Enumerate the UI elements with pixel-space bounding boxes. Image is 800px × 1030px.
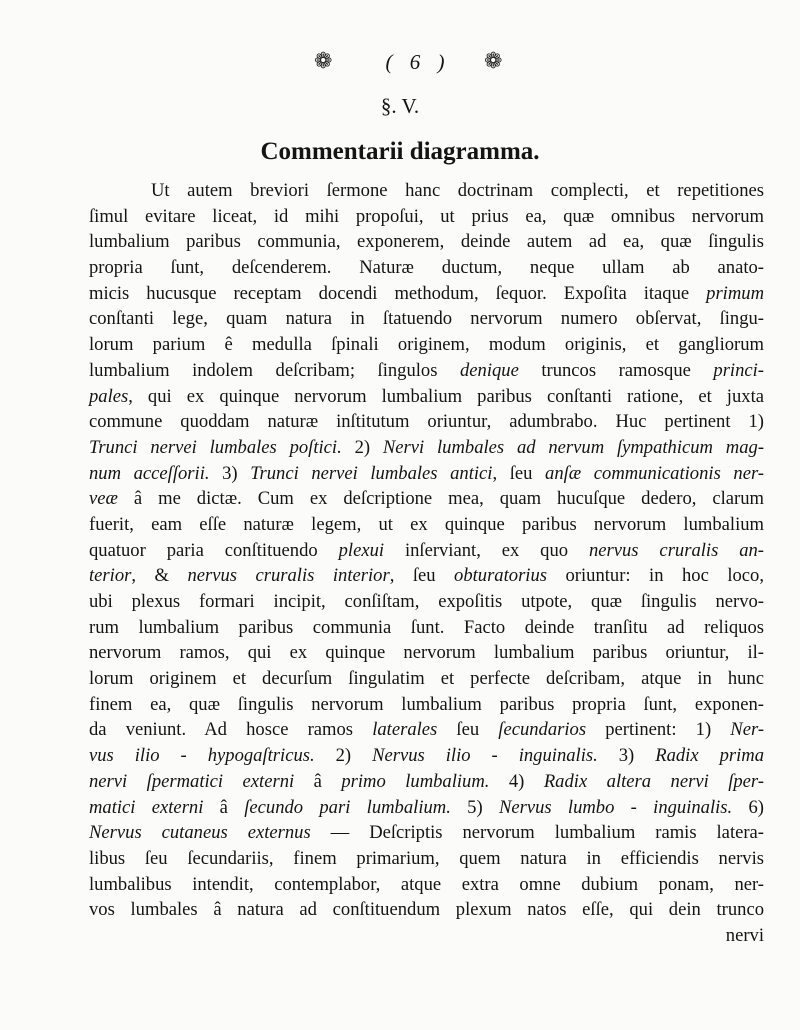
italic-text: Radix altera nervi ſper-: [543, 770, 764, 792]
text-line: [89, 872, 764, 898]
text-segment: Ut autem breviori ſermone hanc doctrinam complecti, et repetitiones: [151, 180, 764, 201]
text-line: [89, 178, 764, 204]
text-line: [89, 666, 764, 692]
italic-text: obturatorius: [454, 565, 548, 587]
italic-text: primo lumbalium.: [341, 770, 490, 792]
italic-text: primum: [706, 282, 764, 304]
text-segment: 3): [597, 745, 656, 767]
catchword: nervi: [725, 924, 764, 946]
text-line: [89, 743, 764, 769]
text-line: [89, 461, 764, 487]
flower-ornament-icon: ❁: [314, 49, 333, 74]
text-segment: inſerviant, ex quo: [384, 539, 589, 561]
italic-text: Trunci nervei lumbales poſtici.: [89, 436, 342, 458]
text-segment: ſeu: [437, 719, 499, 741]
text-segment: lorum originem et decurſum ſingulatim et perfecte deſcribam, atque in hunc: [89, 668, 764, 690]
text-line: [89, 306, 764, 332]
text-segment: nervorum ramos, qui ex quinque nervorum lumbalium paribus oriuntur, il-: [89, 642, 764, 664]
italic-text: ſecundo pari lumbalium.: [244, 796, 451, 818]
italic-text: Nervus lumbo - inguinalis.: [498, 796, 733, 818]
italic-text: anſæ communicationis ner-: [545, 462, 764, 484]
text-line: [89, 409, 764, 435]
text-line: [89, 229, 764, 255]
flower-ornament-icon: ❁: [484, 49, 503, 74]
italic-text: Ner-: [730, 719, 765, 741]
text-segment: vos lumbales â natura ad conſtituendum plexum natos eſſe, qui dein trunco: [89, 899, 764, 921]
text-segment: , &: [131, 565, 188, 587]
text-segment: conſtanti lege, quam natura in ſtatuendo nervorum numero obſervat, ſingu-: [89, 308, 764, 330]
text-line: [89, 384, 764, 410]
text-segment: ubi plexus formari incipit, conſiſtam, expoſitis utpote, quæ ſingulis nervo-: [89, 591, 764, 612]
text-line: [89, 358, 764, 384]
text-line: [89, 281, 764, 307]
text-segment: â me dictæ. Cum ex deſcriptione mea, quam hucuſque dedero, clarum: [117, 488, 764, 510]
text-line: [89, 795, 764, 821]
italic-text: Nervus cutaneus externus: [89, 822, 311, 844]
page-number: ( 6 ): [385, 50, 451, 74]
text-line: [89, 538, 764, 564]
text-segment: 2): [341, 436, 383, 458]
text-segment: , ſeu: [492, 462, 546, 484]
italic-text: nervus cruralis interior: [187, 565, 390, 587]
italic-text: Nervus ilio - inguinalis.: [372, 745, 598, 767]
italic-text: veæ: [89, 488, 118, 510]
text-segment: â: [203, 796, 245, 818]
text-line: [89, 615, 764, 641]
text-segment: , ſeu: [389, 565, 455, 587]
text-line: [89, 640, 764, 666]
text-segment: pertinent: 1): [586, 719, 731, 741]
page-header: [0, 48, 800, 78]
text-segment: 6): [732, 796, 764, 818]
text-segment: finem ea, quæ ſingulis nervorum lumbalium paribus propria ſunt, exponen-: [89, 693, 764, 715]
text-line: [89, 204, 764, 230]
text-segment: commune quoddam naturæ inſtitutum oriuntur, adumbrabo. Huc pertinent 1): [89, 411, 764, 433]
text-line: [89, 846, 764, 872]
text-segment: da veniunt. Ad hosce ramos: [89, 719, 373, 741]
italic-text: Trunci nervei lumbales antici: [250, 462, 493, 484]
text-line: [89, 255, 764, 281]
italic-text: num acceſſorii.: [89, 462, 210, 484]
text-segment: ſimul evitare liceat, id mihi propoſui, ut prius ea, quæ omnibus nervorum: [89, 205, 764, 227]
text-line: [89, 769, 764, 795]
text-segment: 2): [314, 745, 373, 767]
text-line: [89, 512, 764, 538]
italic-text: nervi ſpermatici externi: [89, 770, 295, 792]
text-line: [89, 820, 764, 846]
text-line: [89, 332, 764, 358]
text-segment: â: [294, 770, 342, 792]
text-segment: quatuor paria conſtituendo: [89, 539, 339, 561]
text-segment: truncos ramosque: [518, 359, 714, 381]
text-segment: lumbalium indolem deſcribam; ſingulos: [89, 359, 460, 381]
italic-text: Nervi lumbales ad nervum ſympathicum mag-: [382, 436, 765, 458]
text-segment: lorum parium ê medulla ſpinali originem, modum originis, et gangliorum: [89, 334, 764, 356]
text-segment: oriuntur: in hoc loco,: [547, 565, 764, 587]
text-segment: — Deſcriptis nervorum lumbalium ramis latera-: [310, 822, 764, 844]
page-title: Commentarii diagramma.: [260, 138, 540, 165]
italic-text: ſecundarios: [498, 719, 587, 741]
italic-text: pales: [89, 385, 129, 407]
text-segment: micis hucusque receptam docendi methodum, ſequor. Expoſita itaque: [89, 282, 707, 304]
text-segment: rum lumbalium paribus communia ſunt. Facto deinde tranſitu ad reliquos: [89, 616, 764, 638]
text-segment: propria ſunt, deſcenderem. Naturæ ductum, neque ullam ab anato-: [89, 257, 764, 279]
text-segment: lumbalibus intendit, contemplabor, atque extra omne dubium ponam, ner-: [89, 873, 764, 895]
text-segment: 4): [489, 770, 544, 792]
text-segment: lumbalium paribus communia, exponerem, deinde autem ad ea, quæ ſingulis: [89, 231, 764, 253]
text-line: [89, 897, 764, 923]
text-segment: , qui ex quinque nervorum lumbalium paribus conſtanti ratione, et juxta: [128, 385, 764, 407]
text-line: [89, 435, 764, 461]
italic-text: vus ilio - hypogaſtricus.: [89, 745, 315, 767]
text-segment: fuerit, eam eſſe naturæ legem, ut ex quinque paribus nervorum lumbalium: [89, 513, 764, 535]
text-line: [89, 589, 764, 615]
text-segment: 5): [450, 796, 499, 818]
italic-text: nervus cruralis an-: [588, 539, 765, 561]
italic-text: matici externi: [89, 796, 204, 818]
italic-text: princi-: [713, 359, 764, 381]
text-segment: 3): [209, 462, 251, 484]
body-text: [89, 178, 764, 949]
section-number: §. V.: [380, 94, 420, 118]
italic-text: Radix prima: [655, 745, 765, 767]
text-segment: libus ſeu ſecundariis, finem primarium, quem natura in efficiendis nervis: [89, 847, 764, 869]
italic-text: terior: [89, 565, 132, 587]
italic-text: laterales: [372, 719, 438, 741]
italic-text: denique: [459, 359, 519, 381]
text-line: [89, 692, 764, 718]
italic-text: plexui: [338, 539, 385, 561]
text-line: [89, 486, 764, 512]
text-line: [89, 717, 764, 743]
text-line: [89, 563, 764, 589]
